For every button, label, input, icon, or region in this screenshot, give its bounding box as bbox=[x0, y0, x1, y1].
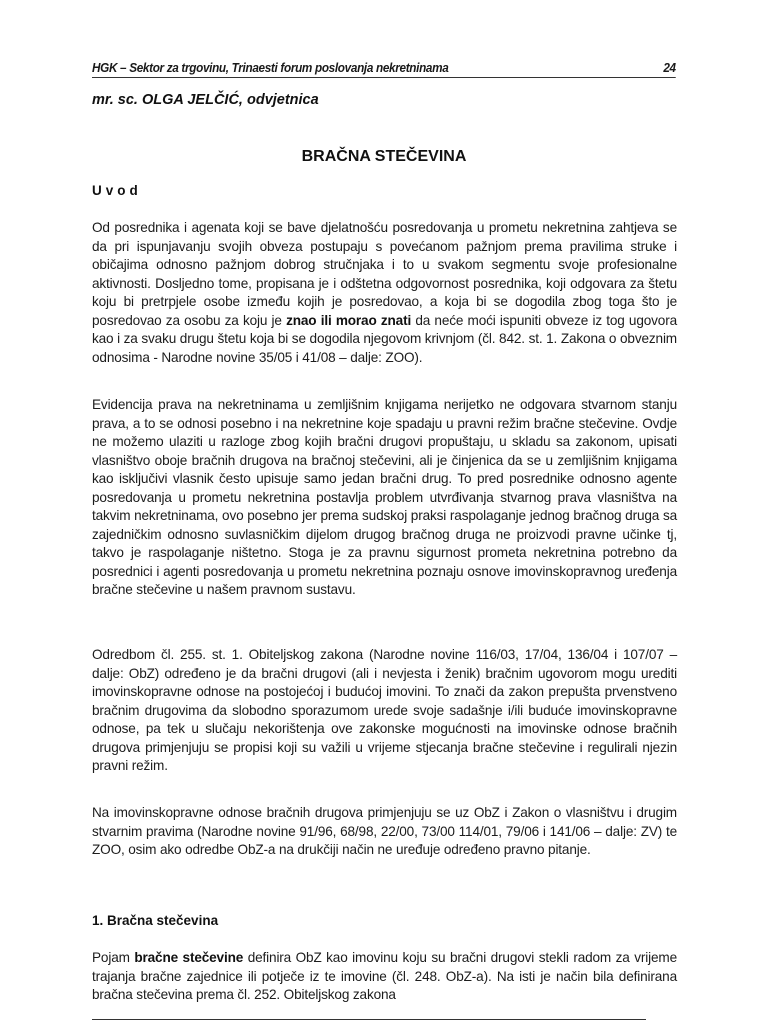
paragraph-intro-4: Na imovinskopravne odnose bračnih drugova primjenjuju se uz ObZ i Zakon o vlasništvu i drugim stvarnim pravima (Narodne novine 91/96, 68/98, 22/00, 73/00 114/01, 79/06 i 141/06 – dalje: ZV) te ZOO, osim ako odredbe ObZ-a na drukčiji način ne uređuje određeno pravno pitanje. bbox=[92, 805, 677, 857]
footnote-separator bbox=[92, 1019, 646, 1020]
paragraph-text: Od posrednika i agenata koji se bave djelatnošću posredovanja u prometu nekretnina zahtjeva se da pri ispunjavanju svojih obveza postupaju s povećanom pažnjom prema pravilima struke i običajima odnosno pažnjom dobrog stručnjaka i to u svakom segmentu svoje profesionalne aktivnosti. Dosljedno tome, propisana je i odštetna odgovornost posrednika, koji odgovara za štetu koju bi pretrpjele osobe između kojih je posredovao, a koja bi se dogodila zbog toga što je posredovao za osobu za koju je bbox=[92, 220, 677, 328]
emphasized-text: znao ili morao znati bbox=[286, 312, 412, 328]
section-heading-bracna-stecevina: 1. Bračna stečevina bbox=[92, 913, 219, 928]
author-line: mr. sc. OLGA JELČIĆ, odvjetnica bbox=[92, 92, 319, 108]
paragraph-section1-1 bbox=[92, 949, 677, 1005]
running-header-title: HGK – Sektor za trgovinu, Trinaesti forum poslovanja nekretninama bbox=[92, 61, 449, 75]
paragraph-text: Pojam bbox=[92, 950, 135, 965]
paragraph-intro-1 bbox=[92, 219, 677, 367]
section-heading-uvod: Uvod bbox=[92, 183, 142, 198]
paragraph-intro-3: Odredbom čl. 255. st. 1. Obiteljskog zakona (Narodne novine 116/03, 17/04, 136/04 i 107/07 – dalje: ObZ) određeno je da bračni drugovi (ali i nevjesta i ženik) bračnim ugovorom mogu urediti imovinskopravne odnose na postojećoj i budućoj imovini. To znači da zakon prepušta prvenstveno bračnim drugovima da slobodno sporazumom urede svoje sadašnje i/ili buduće imovinskopravne odnose, pa tek u slučaju nekorištenja ove zakonske mogućnosti na imovinske odnose bračnih drugova primjenjuju se propisi koji su važili u vrijeme stjecanja bračne stečevine i regulirali njezin pravni režim. bbox=[92, 647, 677, 773]
paragraph-intro-2: Evidencija prava na nekretninama u zemljišnim knjigama nerijetko ne odgovara stvarnom stanju prava, a to se odnosi posebno i na nekretnine koje spadaju u pravni režim bračne stečevine. Ovdje ne možemo ulaziti u razloge zbog kojih bračni drugovi propuštaju, u skladu sa zakonom, upisati vlasništvo oboje bračnih drugova na bračnoj stečevini, ali je činjenica da se u zemljišnim knjigama kao isključivi vlasnik često upisuje samo jedan bračni drug. To pred posrednike odnosno agente posredovanja u prometu nekretnina postavlja problem utvrđivanja stvarnog prava vlasništva na takvim nekretninama, ovo posebno jer prema sudskoj praksi raspolaganje jednog bračnog druga sa zajedničkim odnosno suvlasničkim dijelom drugog bračnog druga ne proizvodi pravne učinke tj, takvo je raspolaganje ništetno. Stoga je za pravnu sigurnost prometa nekretnina potrebno da posrednici i agenti posredovanja u prometu nekretnina poznaju osnove imovinskopravnog uređenja bračne stečevine u našem pravnom sustavu. bbox=[92, 397, 677, 597]
document-title: BRAČNA STEČEVINA bbox=[301, 148, 467, 165]
paragraph-text: definira ObZ kao imovinu koju su bračni drugovi stekli radom za vrijeme trajanja bračne zajednice ili potječe iz te imovine (čl. 248. ObZ-a). Na isti je način bila definirana bračna stečevina prema čl. 252. Obiteljskog zakona bbox=[92, 950, 677, 1002]
running-header bbox=[92, 60, 676, 78]
emphasized-text: bračne stečevine bbox=[134, 950, 244, 965]
page-number: 24 bbox=[663, 61, 676, 75]
paragraph-text: da neće moći ispuniti obveze iz tog ugovora kao i za svaku drugu štetu koja bi se dogodila njegovom krivnjom (čl. 842. st. 1. Zakona o obveznim odnosima - Narodne novine 35/05 i 41/08 – dalje: ZOO). bbox=[92, 312, 677, 365]
